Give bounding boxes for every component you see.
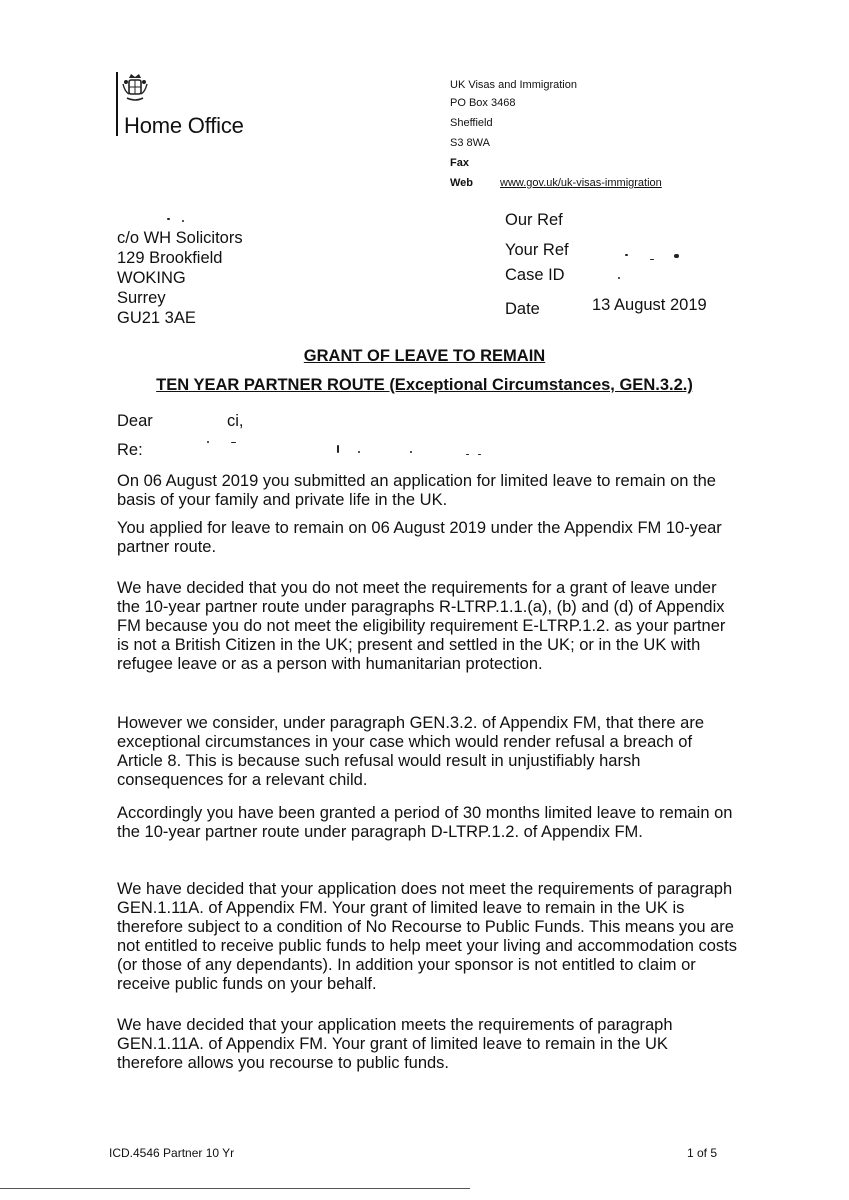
recipient-line-5: GU21 3AE — [117, 309, 196, 327]
address-line-2: PO Box 3468 — [450, 97, 516, 109]
fax-label: Fax — [450, 157, 469, 169]
letter-subtitle: TEN YEAR PARTNER ROUTE (Exceptional Circumstances, GEN.3.2.) — [156, 376, 693, 394]
web-link[interactable]: www.gov.uk/uk-visas-immigration — [500, 177, 662, 189]
address-line-1: UK Visas and Immigration — [450, 79, 577, 91]
case-id-label: Case ID — [505, 266, 565, 284]
paragraph-5: Accordingly you have been granted a period of 30 months limited leave to remain on the 10-year partner route under paragraph D-LTRP.1.2. of Appendix FM. — [117, 804, 733, 841]
paragraph-2: You applied for leave to remain on 06 August 2019 under the Appendix FM 10-year partner route. — [117, 519, 722, 556]
letter-title: GRANT OF LEAVE TO REMAIN — [303, 347, 546, 365]
page-number: 1 of 5 — [687, 1146, 718, 1160]
re-label: Re: — [117, 441, 143, 459]
our-ref-label: Our Ref — [505, 211, 563, 229]
paragraph-1: On 06 August 2019 you submitted an application for limited leave to remain on the basis of your family and private life in the UK. — [117, 472, 716, 509]
paragraph-6: We have decided that your application does not meet the requirements of paragraph GEN.1.11A. of Appendix FM. Your grant of limited leave to remain in the UK is therefore subject to a condition of No Recourse to Public Funds. This means you are not entitled to receive public funds to help meet your living and accommodation costs (or those of any dependants). In addition your sponsor is not entitled to claim or receive public funds on your behalf. — [117, 880, 738, 993]
salutation-dear: Dear — [117, 412, 153, 430]
date-label: Date — [505, 300, 540, 318]
recipient-line-2: 129 Brookfield — [117, 249, 223, 267]
your-ref-label: Your Ref — [505, 241, 569, 259]
web-label: Web — [450, 177, 474, 189]
royal-crest-icon — [121, 72, 149, 110]
department-name: Home Office — [124, 113, 244, 138]
form-id: ICD.4546 Partner 10 Yr — [109, 1146, 235, 1160]
salutation-name-fragment: ci, — [227, 412, 244, 430]
address-line-4: S3 8WA — [450, 137, 490, 149]
address-line-3: Sheffield — [450, 117, 493, 129]
bottom-divider — [0, 1188, 470, 1189]
paragraph-3: We have decided that you do not meet the requirements for a grant of leave under the 10-year partner route under paragraphs R-LTRP.1.1.(a), (b) and (d) of Appendix FM because you do not meet the eligibility requirement E-LTRP.1.2. as your partner is not a British Citizen in the UK; present and settled in the UK; or in the UK with refugee leave or as a person with humanitarian protection. — [117, 579, 726, 673]
recipient-line-4: Surrey — [117, 289, 166, 307]
paragraph-7: We have decided that your application meets the requirements of paragraph GEN.1.11A. of Appendix FM. Your grant of limited leave to remain in the UK therefore allows you recourse to public funds. — [117, 1016, 673, 1072]
recipient-line-1: c/o WH Solicitors — [117, 229, 243, 247]
letter-date: 13 August 2019 — [592, 296, 707, 314]
paragraph-4: However we consider, under paragraph GEN.3.2. of Appendix FM, that there are exceptional circumstances in your case which would render refusal a breach of Article 8. This is because such refusal would result in unjustifiably harsh consequences for a relevant child. — [117, 714, 704, 789]
letterhead-rule — [116, 72, 118, 136]
recipient-line-3: WOKING — [117, 269, 186, 287]
